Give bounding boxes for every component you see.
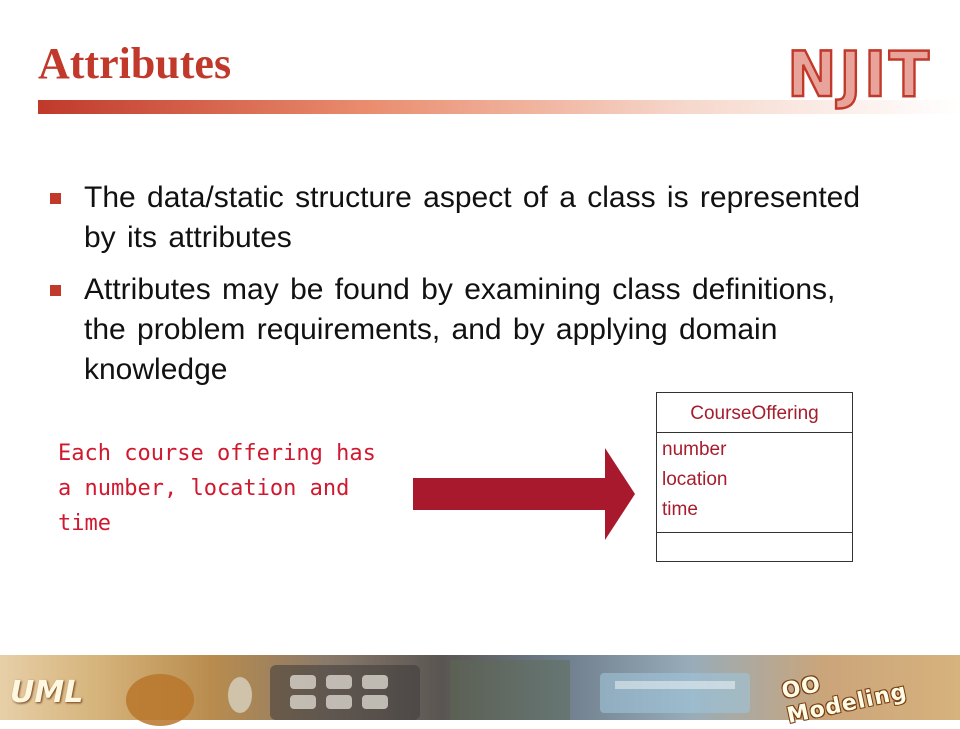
uml-attributes-compartment [657, 433, 852, 533]
footer-oo-modeling-label: OO Modeling [779, 671, 910, 729]
njit-logo [787, 24, 932, 112]
bullet-item [50, 270, 870, 390]
annotation-note: Each course offering has a number, location and time [58, 441, 376, 536]
bullet-text: The data/static structure aspect of a class is represented by its attributes [84, 181, 861, 254]
right-arrow-icon [413, 448, 635, 540]
bullet-square-icon [50, 193, 61, 204]
uml-attribute: time [662, 499, 698, 520]
bullet-square-icon [50, 285, 61, 296]
bullet-list [50, 178, 870, 402]
bullet-text: Attributes may be found by examining class definitions, the problem requirements, and by applying domain knowledge [84, 273, 836, 386]
njit-logo-text: NJIT [787, 39, 932, 112]
uml-class-name: CourseOffering [657, 393, 852, 433]
uml-attribute: location [662, 469, 728, 490]
slide-title: Attributes [38, 39, 232, 88]
uml-attribute: number [662, 439, 727, 460]
footer-uml-label: UML [10, 675, 84, 710]
uml-class-box [656, 392, 853, 562]
footer-banner [0, 655, 960, 729]
bullet-item [50, 178, 870, 258]
